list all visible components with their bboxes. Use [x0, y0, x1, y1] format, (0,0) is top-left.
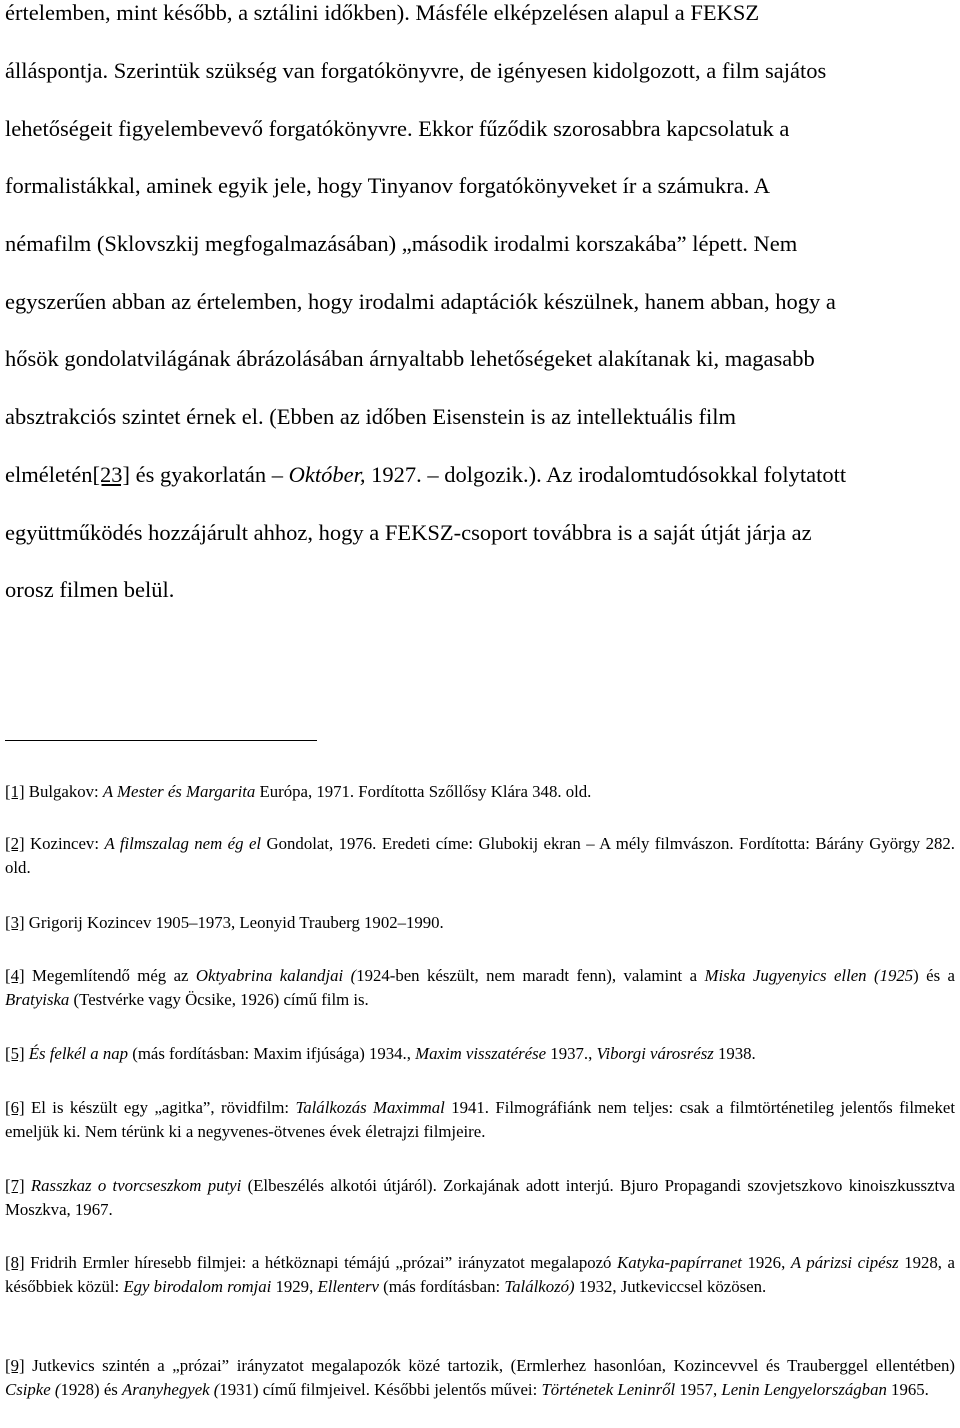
- footnote-title: Találkozás Maximmal: [295, 1098, 445, 1117]
- footnote-text: Fridrih Ermler híresebb filmjei: a hétköznapi témájú „prózai” irányzatot megalapozó: [24, 1253, 618, 1272]
- footnote-title: Egy birodalom romjai: [123, 1277, 272, 1296]
- footnote-title: Csipke (: [5, 1380, 61, 1399]
- footnote-title: A filmszalag nem ég el: [104, 834, 262, 853]
- footnote-text: Grigorij Kozincev 1905–1973, Leonyid Trauberg 1902–1990.: [24, 913, 444, 932]
- footnote-3: [5, 911, 955, 935]
- footnote-link-23[interactable]: [23]: [92, 462, 130, 487]
- footnote-title: Ellenterv: [317, 1277, 379, 1296]
- footnote-ref-7[interactable]: [7]: [5, 1176, 25, 1195]
- body-line: némafilm (Sklovszkij megfogalmazásában) „második irodalmi korszakába” lépett. Nem: [5, 231, 798, 256]
- footnote-ref-1[interactable]: [1]: [5, 782, 25, 801]
- body-line: lehetőségeit figyelembevevő forgatókönyvre. Ekkor fűződik szorosabbra kapcsolatuk a: [5, 116, 790, 141]
- body-text-span: elméletén: [5, 462, 93, 487]
- footnote-ref-6[interactable]: [6]: [5, 1098, 25, 1117]
- body-text-span: és gyakorlatán –: [129, 462, 289, 487]
- body-line: értelemben, mint később, a sztálini időkben). Másféle elképzelésen alapul a FEKSZ: [5, 0, 760, 25]
- footnote-title: Katyka-papírranet: [617, 1253, 742, 1272]
- footnote-title: Találkozó): [504, 1277, 575, 1296]
- footnote-text: 1929,: [271, 1277, 318, 1296]
- footnote-text: 1928, a későbbiek közül:: [5, 1253, 955, 1296]
- footnote-title: Aranyhegyek (: [122, 1380, 220, 1399]
- footnote-text: 1931) című filmjeivel. Későbbi jelentős művei:: [219, 1380, 542, 1399]
- footnote-ref-5[interactable]: [5]: [5, 1044, 25, 1063]
- footnote-title: Viborgi városrész: [596, 1044, 714, 1063]
- footnote-text: 1924-ben készült, nem maradt fenn), valamint a: [356, 966, 705, 985]
- footnote-5: [5, 1042, 955, 1066]
- footnote-text: Kozincev:: [24, 834, 105, 853]
- footnote-text: Európa, 1971. Fordította Szőllősy Klára 348. old.: [255, 782, 592, 801]
- footnote-8: [5, 1251, 955, 1299]
- footnote-title: Bratyiska: [5, 990, 70, 1009]
- footnote-text: (Testvérke vagy Öcsike, 1926) című film is.: [69, 990, 369, 1009]
- footnote-ref-3[interactable]: [3]: [5, 913, 25, 932]
- footnote-text: Gondolat, 1976. Eredeti címe: Glubokij ekran – A mély filmvászon. Fordította: Bárány György 282. old.: [5, 834, 955, 877]
- footnote-title: Miska Jugyenyics ellen (1925: [704, 966, 914, 985]
- body-line: orosz filmen belül.: [5, 577, 175, 602]
- footnote-title: Történetek Leninről: [541, 1380, 676, 1399]
- body-line: formalistákkal, aminek egyik jele, hogy Tinyanov forgatókönyveket ír a számukra. A: [5, 173, 771, 198]
- footnote-7: [5, 1174, 955, 1222]
- footnote-text: Megemlítendő még az: [24, 966, 196, 985]
- footnote-title: A párizsi cipész: [790, 1253, 899, 1272]
- footnote-text: (Elbeszélés alkotói útjáról). Zorkajának adott interjú. Bjuro Propagandi szovjetszkovo kinoiszkussztva Moszkva, 1967.: [5, 1176, 955, 1219]
- footnote-title: Oktyabrina kalandjai (: [195, 966, 357, 985]
- body-line: együttműködés hozzájárult ahhoz, hogy a FEKSZ-csoport továbbra is a saját útját járja az: [5, 520, 812, 545]
- footnote-text: 1926,: [741, 1253, 791, 1272]
- film-title: Október,: [288, 462, 366, 487]
- footnote-text: 1932, Jutkeviccsel közösen.: [574, 1277, 767, 1296]
- footnote-text: (más fordításban:: [378, 1277, 505, 1296]
- body-line: absztrakciós szintet érnek el. (Ebben az időben Eisenstein is az intellektuális film: [5, 404, 737, 429]
- footnote-ref-8[interactable]: [8]: [5, 1253, 25, 1272]
- footnote-separator: [5, 740, 317, 741]
- footnote-ref-9[interactable]: [9]: [5, 1356, 25, 1375]
- footnote-title: Lenin Lengyelországban: [721, 1380, 887, 1399]
- footnote-title: És felkél a nap: [28, 1044, 129, 1063]
- body-text-span: 1927. – dolgozik.). Az irodalomtudósokkal folytatott: [365, 462, 847, 487]
- footnote-text: ) és a: [913, 966, 955, 985]
- body-line: hősök gondolatvilágának ábrázolásában árnyaltabb lehetőségeket alakítanak ki, magasabb: [5, 346, 815, 371]
- body-line: [5, 462, 846, 488]
- footnote-6: [5, 1096, 955, 1144]
- body-line: álláspontja. Szerintük szükség van forgatókönyvre, de igényesen kidolgozott, a film sajátos: [5, 58, 827, 83]
- footnote-text: Jutkevics szintén a „prózai” irányzatot megalapozók közé tartozik, (Ermlerhez hasonlóan, Kozincevvel és Trauberggel ellentétben): [24, 1356, 955, 1375]
- footnote-2: [5, 832, 955, 880]
- footnote-text: 1938.: [713, 1044, 756, 1063]
- footnote-text: El is készült egy „agitka”, rövidfilm:: [24, 1098, 296, 1117]
- footnote-title: A Mester és Margarita: [102, 782, 256, 801]
- footnote-ref-2[interactable]: [2]: [5, 834, 25, 853]
- footnote-ref-4[interactable]: [4]: [5, 966, 25, 985]
- footnote-text: 1937.,: [546, 1044, 597, 1063]
- footnote-text: 1928) és: [60, 1380, 122, 1399]
- footnote-9: [5, 1354, 955, 1402]
- footnote-4: [5, 964, 955, 1012]
- footnote-text: Bulgakov:: [24, 782, 103, 801]
- footnote-1: [5, 780, 955, 804]
- footnote-title: Maxim visszatérése: [415, 1044, 547, 1063]
- footnote-text: 1941. Filmográfiánk nem teljes: csak a filmtörténetileg jelentős filmeket emeljük ki. Nem térünk ki a negyvenes-ötvenes évek életrajzi filmjeire.: [5, 1098, 955, 1141]
- footnote-text: 1965.: [886, 1380, 929, 1399]
- footnote-text: 1957,: [675, 1380, 722, 1399]
- footnote-title: Rasszkaz o tvorcseszkom putyi: [30, 1176, 242, 1195]
- footnote-text: (más fordításban: Maxim ifjúsága) 1934.,: [128, 1044, 416, 1063]
- body-line: egyszerűen abban az értelemben, hogy irodalmi adaptációk készülnek, hanem abban, hogy a: [5, 289, 836, 314]
